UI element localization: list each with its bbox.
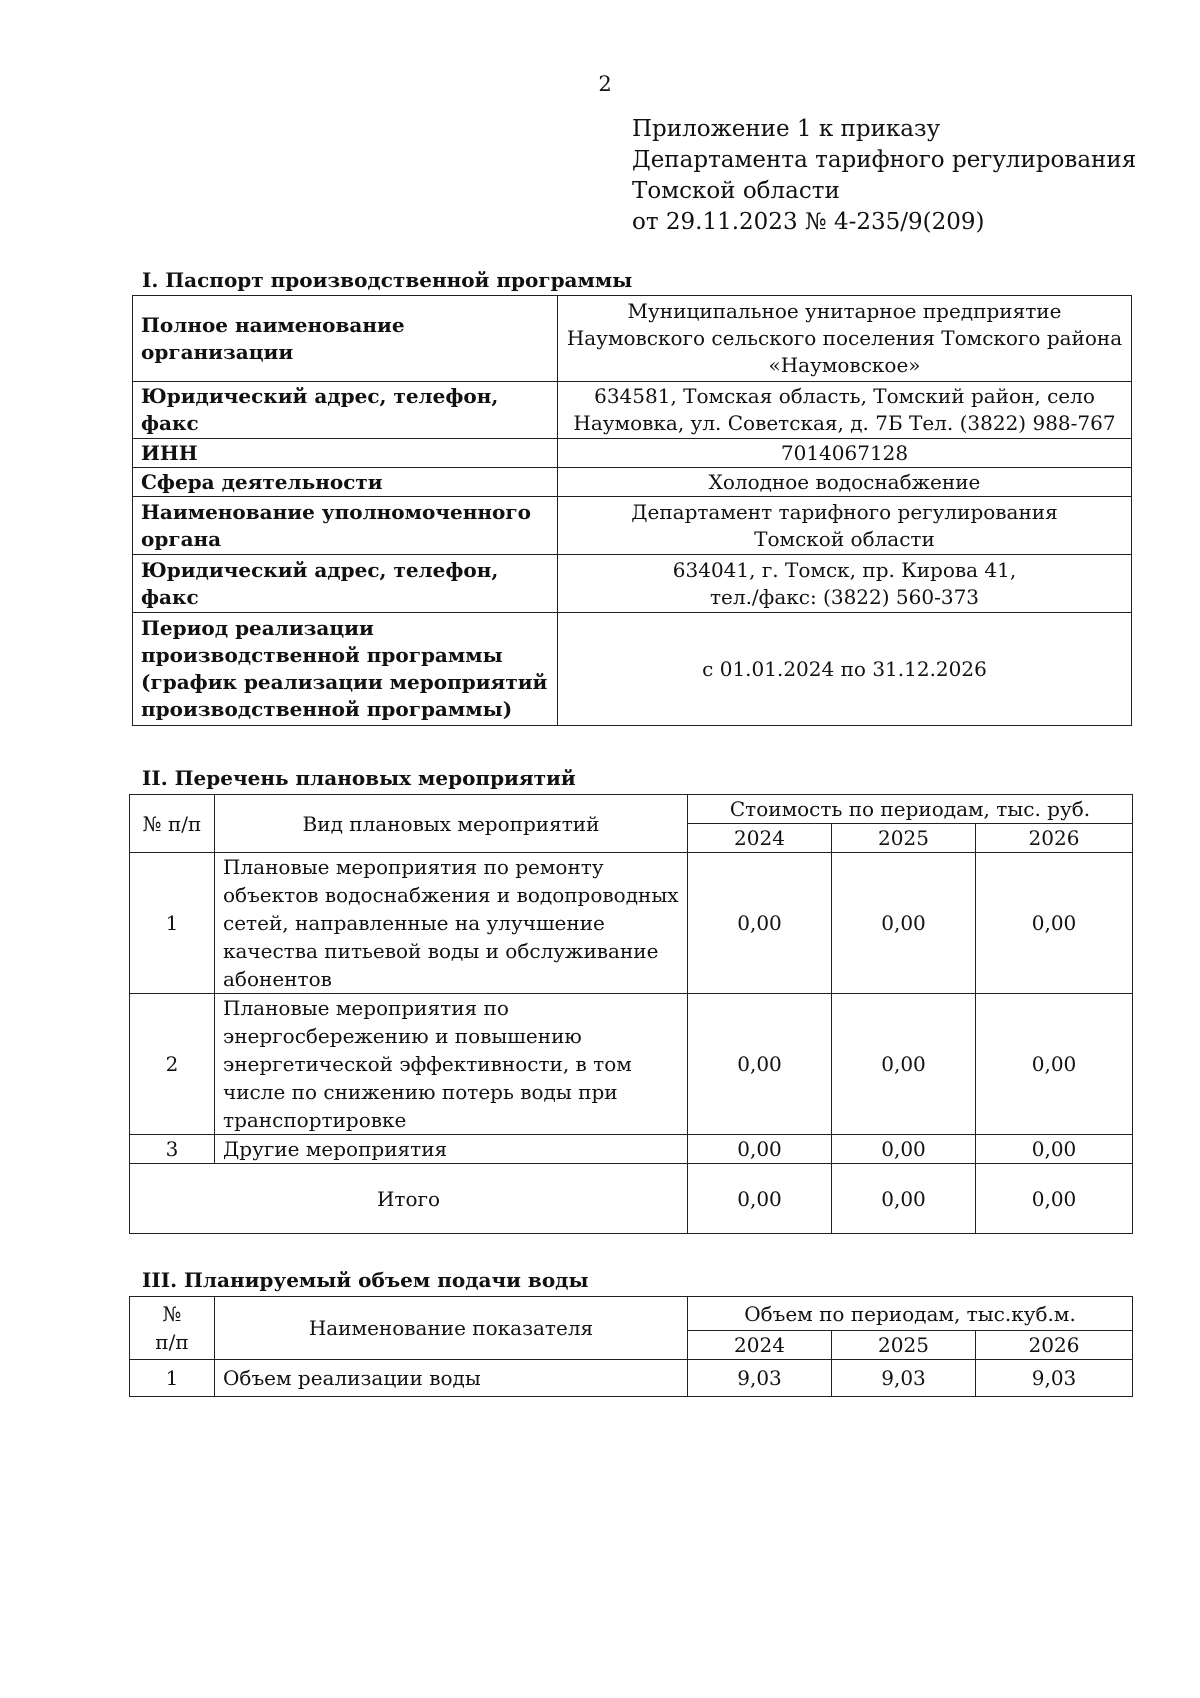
appendix-line: Приложение 1 к приказу — [632, 116, 941, 142]
column-header-volume: Объем по периодам, тыс.куб.м. — [688, 1297, 1133, 1331]
passport-label: Сфера деятельности — [133, 468, 558, 497]
passport-value: с 01.01.2024 по 31.12.2026 — [558, 613, 1132, 726]
value-line: Наумовского сельского поселения Томского района — [566, 326, 1123, 350]
cost-value: 0,00 — [976, 1135, 1133, 1164]
activity-line: энергетической эффективности, в том — [223, 1052, 632, 1076]
column-header-cost: Стоимость по периодам, тыс. руб. — [688, 795, 1133, 824]
passport-label: Полное наименование организации — [133, 296, 558, 382]
row-number: 1 — [130, 853, 215, 994]
indicator-name: Объем реализации воды — [215, 1360, 688, 1397]
cost-value: 0,00 — [976, 994, 1133, 1135]
passport-label — [133, 613, 558, 726]
total-value: 0,00 — [976, 1164, 1133, 1234]
appendix-line: Департамента тарифного регулирования — [632, 147, 1137, 173]
activity-line: Плановые мероприятия по ремонту — [223, 855, 604, 879]
activity-line: качества питьевой воды и обслуживание — [223, 939, 659, 963]
activity-line: числе по снижению потерь воды при — [223, 1080, 618, 1104]
table-total-row — [130, 1164, 1133, 1234]
value-line: Муниципальное унитарное предприятие — [627, 299, 1062, 323]
table-row — [133, 382, 1132, 439]
activity-line: Плановые мероприятия по — [223, 996, 509, 1020]
column-header-num — [130, 1297, 215, 1360]
total-value: 0,00 — [688, 1164, 832, 1234]
header-line: № — [162, 1302, 182, 1326]
activity-line: сетей, направленные на улучшение — [223, 911, 605, 935]
appendix-line: от 29.11.2023 № 4-235/9(209) — [632, 209, 985, 235]
label-line: Наименование уполномоченного — [141, 499, 531, 524]
header-line: п/п — [155, 1330, 189, 1354]
section-title-volume: III. Планируемый объем подачи воды — [142, 1268, 589, 1292]
table-row — [133, 439, 1132, 468]
label-line: (график реализации мероприятий — [141, 670, 548, 694]
column-header-activity: Вид плановых мероприятий — [215, 795, 688, 853]
passport-label: Юридический адрес, телефон, факс — [133, 382, 558, 439]
cost-value: 0,00 — [688, 1135, 832, 1164]
activity-line: абонентов — [223, 967, 332, 991]
value-line: Наумовка, ул. Советская, д. 7Б Тел. (3822) 988-767 — [573, 411, 1116, 435]
value-line: 634041, г. Томск, пр. Кирова 41, — [672, 557, 1017, 582]
row-number: 3 — [130, 1135, 215, 1164]
column-header-num: № п/п — [130, 795, 215, 853]
table-row — [130, 994, 1133, 1135]
activity-name — [215, 853, 688, 994]
column-header-year: 2026 — [976, 1331, 1133, 1360]
passport-label — [133, 497, 558, 555]
cost-value: 0,00 — [976, 853, 1133, 994]
passport-table — [132, 295, 1132, 726]
value-line: тел./факс: (3822) 560-373 — [709, 584, 980, 609]
label-line: органа — [141, 526, 222, 551]
table-row — [130, 1135, 1133, 1164]
label-line: производственной программы — [141, 643, 503, 667]
cost-value: 0,00 — [832, 1135, 976, 1164]
table-row — [133, 613, 1132, 726]
value-line: Департамент тарифного регулирования — [631, 499, 1058, 524]
table-row — [133, 296, 1132, 382]
value-line: «Наумовское» — [768, 353, 921, 377]
section-title-activities: II. Перечень плановых мероприятий — [142, 766, 576, 790]
cost-value: 0,00 — [688, 994, 832, 1135]
passport-value — [558, 296, 1132, 382]
table-row — [130, 853, 1133, 994]
label-line: производственной программы) — [141, 697, 513, 721]
passport-value — [558, 382, 1132, 439]
column-header-year: 2026 — [976, 824, 1133, 853]
column-header-indicator: Наименование показателя — [215, 1297, 688, 1360]
passport-value — [558, 555, 1132, 613]
table-row — [133, 555, 1132, 613]
table-row — [133, 497, 1132, 555]
activities-table — [129, 794, 1133, 1234]
passport-label: Юридический адрес, телефон, факс — [133, 555, 558, 613]
total-label: Итого — [130, 1164, 688, 1234]
total-value: 0,00 — [832, 1164, 976, 1234]
volume-value: 9,03 — [688, 1360, 832, 1397]
activity-name: Другие мероприятия — [215, 1135, 688, 1164]
value-line: Томской области — [754, 526, 935, 551]
value-line: 634581, Томская область, Томский район, село — [594, 384, 1095, 408]
volume-value: 9,03 — [832, 1360, 976, 1397]
table-header-row — [130, 1297, 1133, 1331]
cost-value: 0,00 — [688, 853, 832, 994]
row-number: 2 — [130, 994, 215, 1135]
water-volume-table — [129, 1296, 1133, 1397]
activity-name — [215, 994, 688, 1135]
volume-value: 9,03 — [976, 1360, 1133, 1397]
table-header-row — [130, 795, 1133, 824]
column-header-year: 2024 — [688, 1331, 832, 1360]
passport-value — [558, 497, 1132, 555]
label-line: Период реализации — [141, 616, 374, 640]
activity-line: объектов водоснабжения и водопроводных — [223, 883, 679, 907]
column-header-year: 2025 — [832, 1331, 976, 1360]
cost-value: 0,00 — [832, 853, 976, 994]
table-row — [130, 1360, 1133, 1397]
column-header-year: 2025 — [832, 824, 976, 853]
appendix-line: Томской области — [632, 178, 840, 204]
activity-line: энергосбережению и повышению — [223, 1024, 582, 1048]
passport-value: 7014067128 — [558, 439, 1132, 468]
activity-line: транспортировке — [223, 1108, 407, 1132]
row-number: 1 — [130, 1360, 215, 1397]
cost-value: 0,00 — [832, 994, 976, 1135]
appendix-header — [632, 114, 1136, 238]
table-row — [133, 468, 1132, 497]
passport-label: ИНН — [133, 439, 558, 468]
page-number: 2 — [598, 72, 612, 96]
passport-value: Холодное водоснабжение — [558, 468, 1132, 497]
column-header-year: 2024 — [688, 824, 832, 853]
section-title-passport: I. Паспорт производственной программы — [142, 268, 633, 292]
